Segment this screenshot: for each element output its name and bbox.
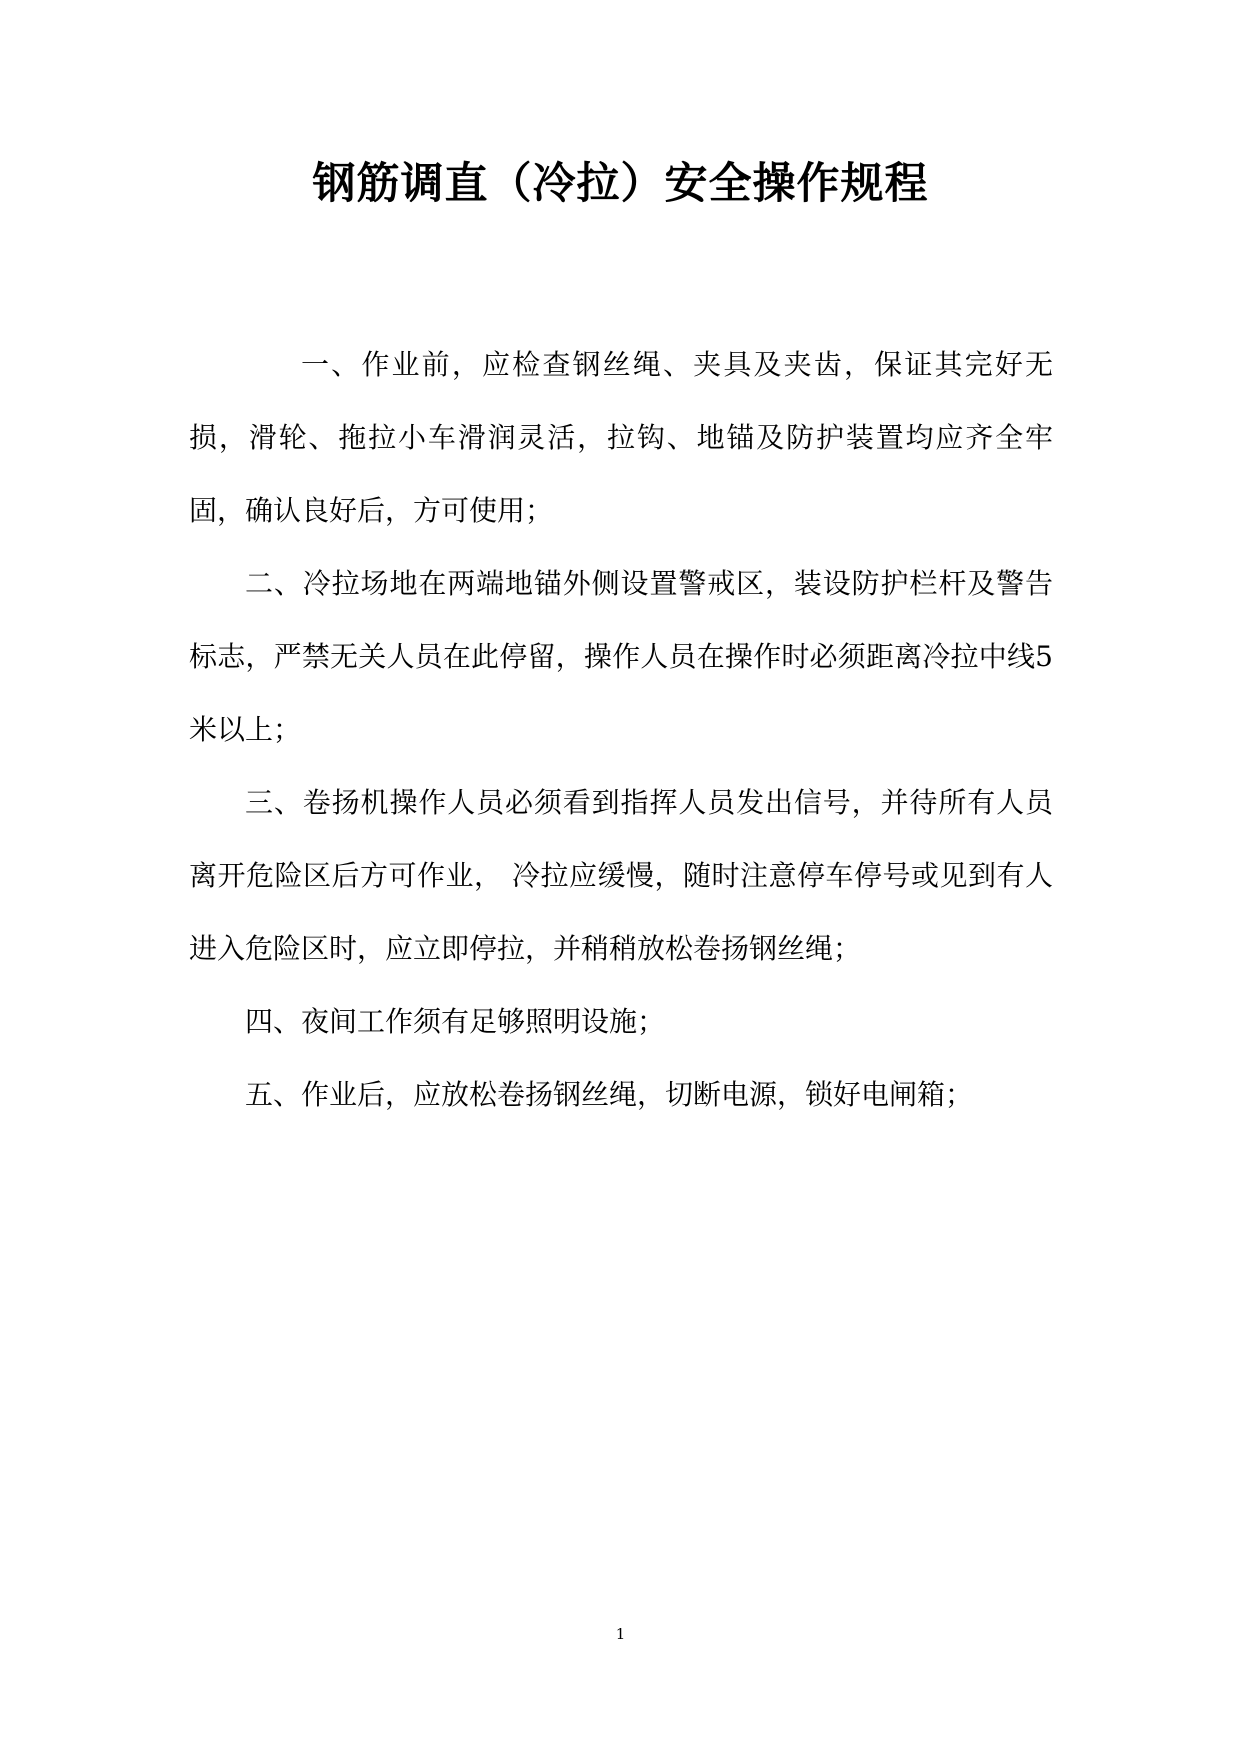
paragraph-2: 二、冷拉场地在两端地锚外侧设置警戒区，装设防护栏杆及警告标志，严禁无关人员在此停留，操作人员在操作时必须距离冷拉中线5米以上； [189,567,1053,746]
paragraph-4: 四、夜间工作须有足够照明设施； [245,1005,666,1038]
page-number: 1 [615,1625,626,1643]
document-title: 钢筋调直（冷拉）安全操作规程 [312,159,929,209]
paragraph-3: 三、卷扬机操作人员必须看到指挥人员发出信号，并待所有人员离开危险区后方可作业， 冷拉应缓慢，随时注意停车停号或见到有人进入危险区时，应立即停拉，并稍稍放松卷扬钢丝绳； [189,786,1053,965]
paragraph-1: 一、作业前，应检查钢丝绳、夹具及夹齿，保证其完好无损，滑轮、拖拉小车滑润灵活，拉钩、地锚及防护装置均应齐全牢固，确认良好后，方可使用； [189,348,1053,527]
paragraph-5: 五、作业后，应放松卷扬钢丝绳，切断电源，锁好电闸箱； [245,1078,974,1111]
document-body [189,328,1053,1131]
